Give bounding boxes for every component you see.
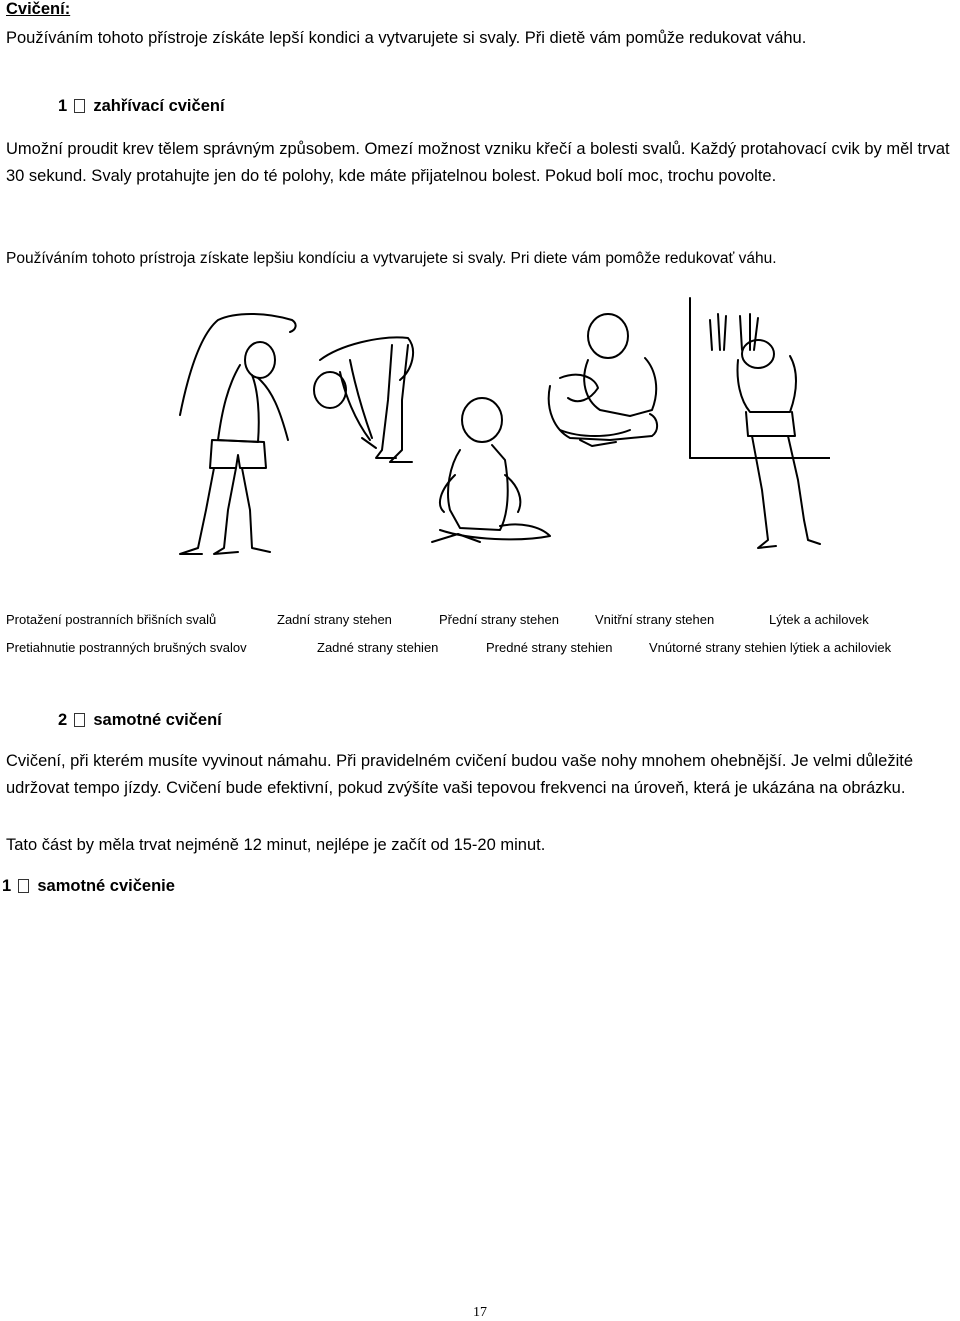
- workout-heading: [58, 706, 222, 734]
- stretch-figures: [140, 290, 830, 570]
- seated-stretch-figure: [549, 314, 657, 446]
- missing-glyph-icon: [18, 879, 29, 893]
- warmup-heading: [58, 92, 225, 120]
- captions-cz: [6, 612, 956, 630]
- page-number: 17: [473, 1305, 487, 1320]
- caption-sk-4: Vnútorné strany stehien lýtiek a achiloviek: [649, 640, 892, 655]
- workout-sk-heading-label: samotné cvičenie: [37, 877, 175, 895]
- caption-cz-1: Protažení postranních břišních svalů: [6, 612, 217, 627]
- workout-number: 2: [58, 711, 68, 729]
- section-title: Cvičení:: [6, 0, 71, 18]
- missing-glyph-icon: [74, 99, 85, 113]
- warmup-text-cz: Umožní proudit krev tělem správným způsobem. Omezí možnost vzniku křečí a bolesti svalů. Každý protahovací cvik by měl trvat 30 sekund. Svaly protahujte jen do té polohy, kde máte přijatelnou bolest. Pokud bolí moc, trochu povolte.: [6, 140, 950, 185]
- workout-heading-label: samotné cvičení: [93, 711, 222, 729]
- warmup-number: 1: [58, 97, 68, 115]
- workout-text-cz: Cvičení, při kterém musíte vyvinout námahu. Při pravidelném cvičení budou vaše nohy mnohem ohebnější. Je velmi důležité udržovat tempo jízdy. Cvičení bude efektivní, pokud zvýšíte vaši tepovou frekvenci na úroveň, která je ukázána na obrázku.: [6, 752, 914, 797]
- kneeling-stretch-figure: [432, 398, 550, 542]
- caption-sk-3: Predné strany stehien: [486, 640, 613, 655]
- caption-cz-5: Lýtek a achilovek: [769, 612, 869, 627]
- workout-heading-sk: [2, 872, 175, 900]
- wall-calf-stretch-figure: [690, 298, 830, 548]
- caption-cz-2: Zadní strany stehen: [277, 612, 392, 627]
- caption-sk-1: Pretiahnutie postranných brušných svalov: [6, 640, 247, 655]
- forward-bend-figure: [314, 337, 413, 462]
- warmup-text-sk: Používáním tohoto prístroja získate lepšiu kondíciu a vytvarujete si svaly. Pri diete vám pomôže redukovať váhu.: [6, 250, 777, 267]
- caption-cz-3: Přední strany stehen: [439, 612, 559, 627]
- stretch-illustrations: [140, 290, 830, 570]
- caption-cz-4: Vnitřní strany stehen: [595, 612, 715, 627]
- intro-text: Používáním tohoto přístroje získáte lepší kondici a vytvarujete si svaly. Při dietě vám pomůže redukovat váhu.: [6, 29, 807, 47]
- warmup-heading-label: zahřívací cvičení: [93, 97, 225, 115]
- side-stretch-figure: [180, 314, 296, 554]
- workout-duration: Tato část by měla trvat nejméně 12 minut, nejlépe je začít od 15-20 minut.: [6, 836, 546, 854]
- captions-sk: [6, 640, 956, 658]
- caption-sk-2: Zadné strany stehien: [317, 640, 439, 655]
- workout-sk-number: 1: [2, 877, 12, 895]
- missing-glyph-icon: [74, 713, 85, 727]
